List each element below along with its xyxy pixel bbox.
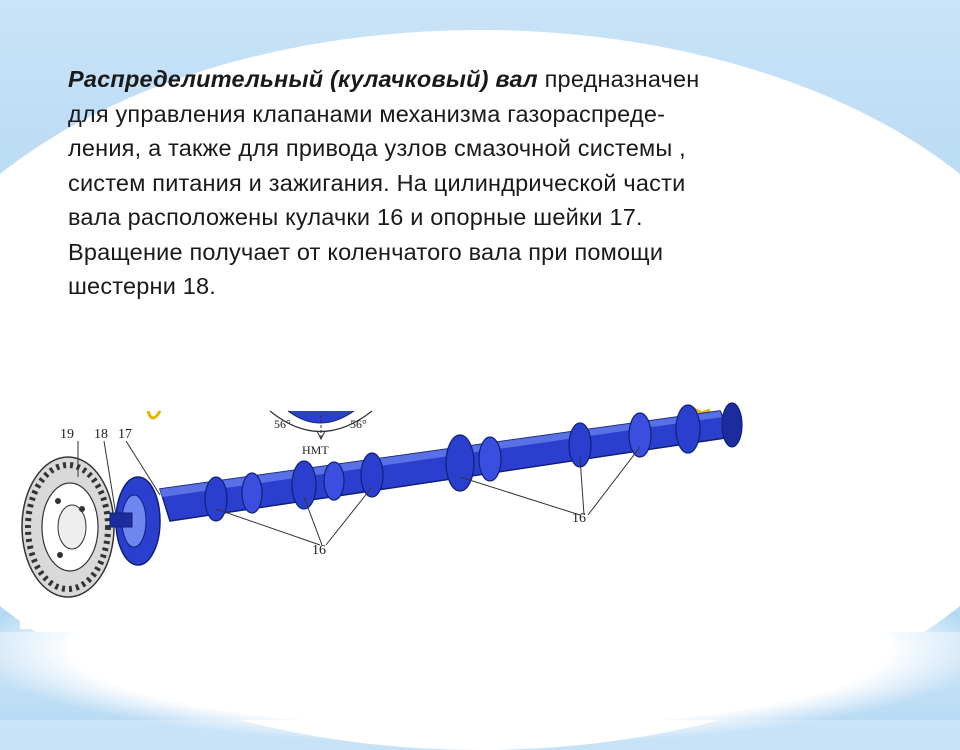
label-cams-left: 16 bbox=[312, 543, 326, 558]
description-paragraph bbox=[68, 62, 938, 304]
label-angle-right: 56° bbox=[350, 417, 367, 431]
text-line-7: шестерни 18. bbox=[68, 273, 217, 299]
label-angle-left: 56° bbox=[274, 417, 291, 431]
text-line-1: Распределительный (кулачковый) вал предназначен bbox=[68, 66, 700, 92]
text-line-4: систем питания и зажигания. На цилиндрической части bbox=[68, 169, 686, 196]
text-line-2: для управления клапанами механизма газораспреде- bbox=[68, 100, 666, 127]
label-gear: 19 bbox=[60, 427, 74, 442]
label-cams-right: 16 bbox=[572, 511, 586, 526]
shaft-flange bbox=[110, 477, 160, 565]
label-pin: 18 bbox=[94, 427, 108, 442]
label-bdc: НМТ bbox=[302, 443, 329, 457]
text-line-6: Вращение получает от коленчатого вала при помощи bbox=[68, 238, 664, 265]
gear-icon bbox=[22, 457, 114, 597]
text-line-5: вала расположены кулачки 16 и опорные шейки 17. bbox=[68, 204, 643, 230]
camshaft-illustration bbox=[20, 397, 750, 629]
text-line-3: ления, а также для привода узлов смазочной системы , bbox=[68, 135, 686, 161]
label-journal: 17 bbox=[118, 427, 132, 442]
fragment-left bbox=[148, 411, 160, 418]
term-camshaft: Распределительный (кулачковый) вал bbox=[68, 66, 538, 92]
